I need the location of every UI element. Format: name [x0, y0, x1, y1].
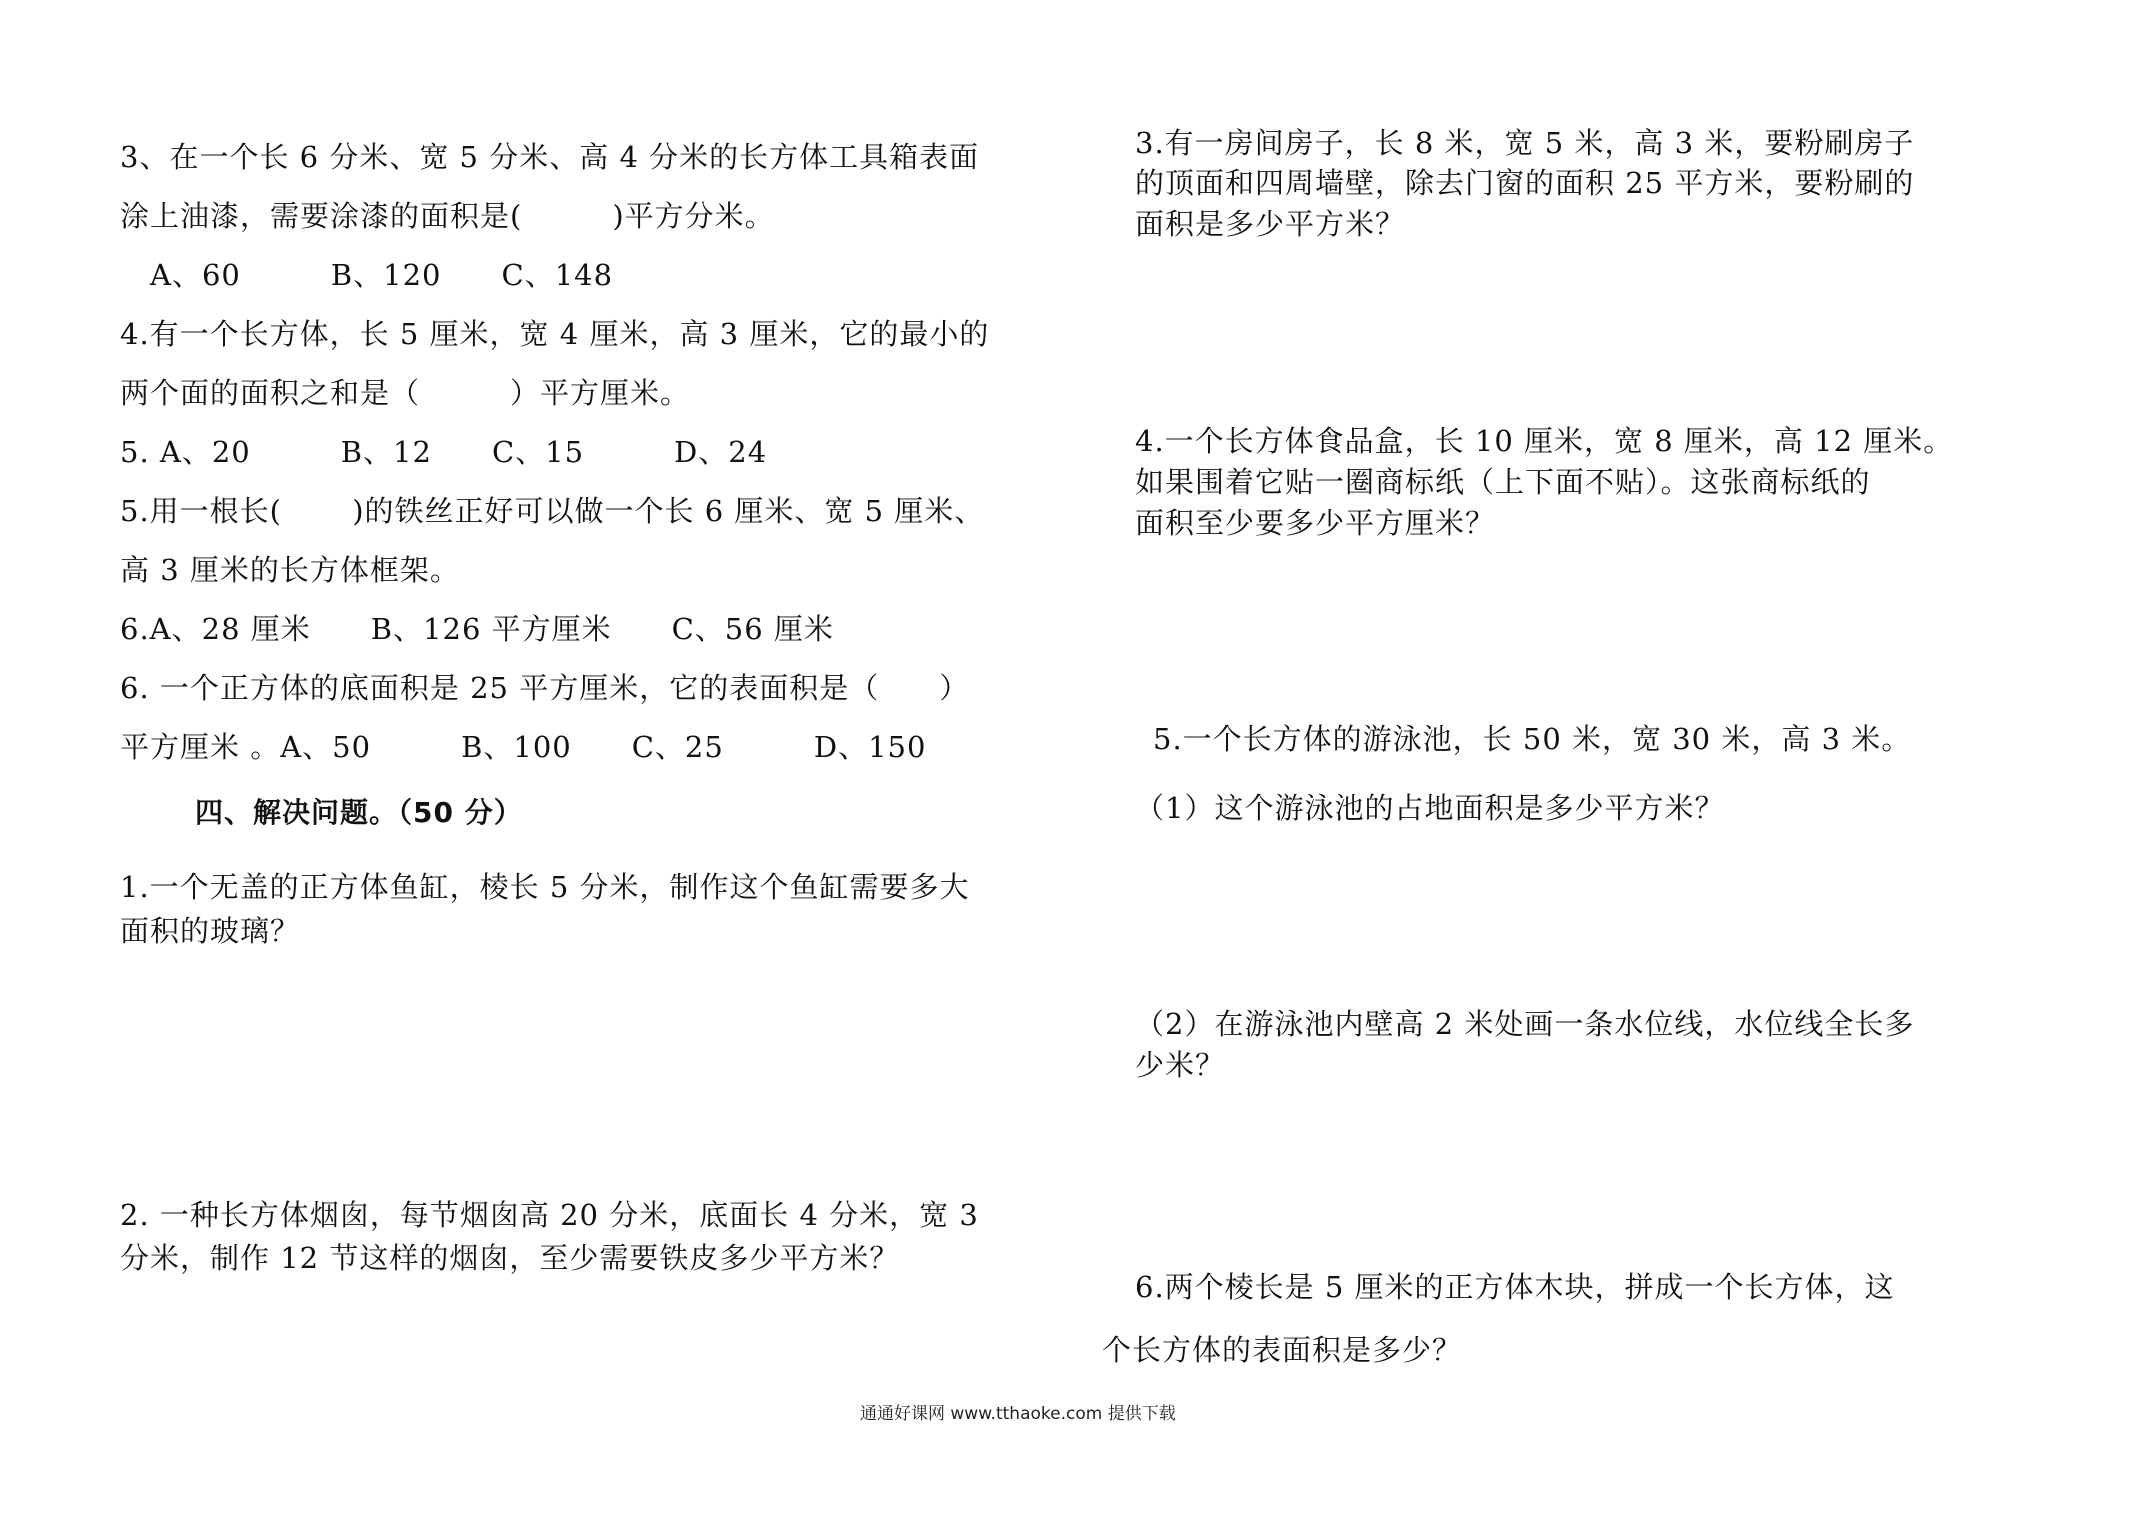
- problem-6-line-2: 个长方体的表面积是多少？: [1102, 1333, 1463, 1367]
- problem-5-sub-1: （1）这个游泳池的占地面积是多少平方米？: [1135, 791, 1725, 825]
- problem-4-line-3: 面积至少要多少平方厘米？: [1135, 506, 1496, 540]
- problem-4-line-2: 如果围着它贴一圈商标纸（上下面不贴）。这张商标纸的: [1135, 465, 1871, 499]
- problem-3-line-2: 的顶面和四周墙壁，除去门窗的面积 25 平方米，要粉刷的: [1135, 166, 1915, 200]
- question-4-line-1: 4.有一个长方体，长 5 厘米，宽 4 厘米，高 3 厘米，它的最小的: [120, 317, 990, 351]
- problem-1-line-1: 1.一个无盖的正方体鱼缸，棱长 5 分米，制作这个鱼缸需要多大: [120, 870, 970, 904]
- problem-5-sub-2-line-1: （2）在游泳池内壁高 2 米处画一条水位线，水位线全长多: [1135, 1007, 1915, 1041]
- question-5-options: 6.A、28 厘米 B、126 平方厘米 C、56 厘米: [120, 612, 834, 646]
- problem-4-line-1: 4.一个长方体食品盒，长 10 厘米，宽 8 厘米，高 12 厘米。: [1135, 424, 1954, 458]
- question-6-line-1: 6. 一个正方体的底面积是 25 平方厘米，它的表面积是（ ）: [120, 671, 970, 705]
- problem-6-line-1: 6.两个棱长是 5 厘米的正方体木块，拼成一个长方体，这: [1135, 1270, 1895, 1304]
- problem-2-line-2: 分米，制作 12 节这样的烟囱，至少需要铁皮多少平方米？: [120, 1241, 900, 1275]
- question-5-line-2: 高 3 厘米的长方体框架。: [120, 553, 460, 587]
- footer-credit: 通通好课网 www.tthaoke.com 提供下载: [860, 1404, 1176, 1424]
- question-4-line-2: 两个面的面积之和是（ ）平方厘米。: [120, 376, 691, 410]
- question-3-line-1: 3、在一个长 6 分米、宽 5 分米、高 4 分米的长方体工具箱表面: [120, 140, 980, 174]
- problem-5-line-1: 5.一个长方体的游泳池，长 50 米，宽 30 米，高 3 米。: [1153, 722, 1912, 756]
- section-title: 四、解决问题。（50 分）: [195, 796, 523, 829]
- problem-5-sub-2-line-2: 少米？: [1135, 1048, 1226, 1082]
- question-6-line-2: 平方厘米 。A、50 B、100 C、25 D、150: [120, 730, 927, 764]
- question-3-line-2: 涂上油漆，需要涂漆的面积是( )平方分米。: [120, 199, 775, 233]
- question-5-line-1: 5.用一根长( )的铁丝正好可以做一个长 6 厘米、宽 5 厘米、: [120, 494, 985, 528]
- problem-3-line-1: 3.有一房间房子，长 8 米，宽 5 米，高 3 米，要粉刷房子: [1135, 126, 1915, 160]
- question-3-options: A、60 B、120 C、148: [150, 258, 614, 292]
- problem-2-line-1: 2. 一种长方体烟囱，每节烟囱高 20 分米，底面长 4 分米，宽 3: [120, 1198, 979, 1232]
- question-4-options: 5. A、20 B、12 C、15 D、24: [120, 435, 768, 469]
- problem-3-line-3: 面积是多少平方米？: [1135, 207, 1406, 241]
- problem-1-line-2: 面积的玻璃？: [120, 914, 301, 948]
